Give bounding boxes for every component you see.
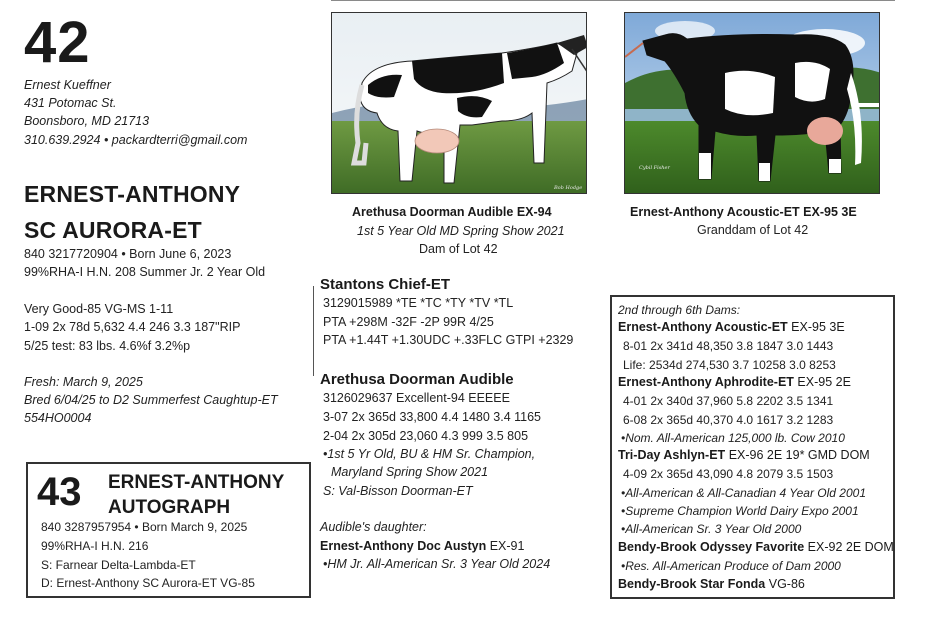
- lot43-reg-born: 840 3287957954 • Born March 9, 2025: [41, 520, 248, 534]
- dam-photo-caption-award: 1st 5 Year Old MD Spring Show 2021: [357, 224, 565, 238]
- dam3-line: [618, 376, 851, 389]
- dams-heading: 2nd through 6th Dams:: [618, 303, 741, 317]
- granddam-photo: [624, 12, 880, 194]
- dam4-award-1: •All-American & All-Canadian 4 Year Old 2001: [621, 486, 866, 500]
- dam3-record-1: 4-01 2x 340d 37,960 5.8 2202 3.5 1341: [623, 394, 834, 408]
- animal-name-line2: SC AURORA-ET: [24, 217, 202, 243]
- lot43-dam: D: Ernest-Anthony SC Aurora-ET VG-85: [41, 576, 255, 590]
- dam3-class: EX-95 2E: [797, 375, 851, 389]
- dam6-line: [618, 578, 805, 591]
- daughter-class: EX-91: [489, 539, 525, 553]
- animal-reg-born: 840 3217720904 • Born June 6, 2023: [24, 247, 232, 261]
- lot43-name-line2: AUTOGRAPH: [108, 497, 231, 518]
- granddam-photo-caption-name: Ernest-Anthony Acoustic-ET EX-95 3E: [630, 205, 857, 219]
- dam2-record: 8-01 2x 341d 48,350 3.8 1847 3.0 1443: [623, 339, 834, 353]
- animal-test: 5/25 test: 83 lbs. 4.6%f 3.2%p: [24, 339, 191, 353]
- dam4-record: 4-09 2x 365d 43,090 4.8 2079 3.5 1503: [623, 467, 834, 481]
- dam-photo-caption-name: Arethusa Doorman Audible EX-94: [352, 205, 552, 219]
- dam4-award-2: •Supreme Champion World Dairy Expo 2001: [621, 504, 859, 518]
- granddam-photo-caption-relation: Granddam of Lot 42: [697, 223, 809, 237]
- dam-photo-caption-relation: Dam of Lot 42: [419, 242, 498, 256]
- animal-record: 1-09 2x 78d 5,632 4.4 246 3.3 187"RIP: [24, 320, 241, 334]
- daughter-line: [320, 540, 524, 553]
- dam-record-2: 2-04 2x 305d 23,060 4.3 999 3.5 805: [323, 429, 529, 443]
- animal-rha-class: 99%RHA-I H.N. 208 Summer Jr. 2 Year Old: [24, 265, 266, 279]
- consignor-city: Boonsboro, MD 21713: [24, 114, 150, 128]
- dam5-class: EX-92 2E DOM: [807, 540, 894, 554]
- animal-bred-code: 554HO0004: [24, 411, 92, 425]
- dam2-line: [618, 321, 845, 334]
- dam2-lifetime: Life: 2534d 274,530 3.7 10258 3.0 8253: [623, 358, 836, 372]
- sire-name: Stantons Chief-ET: [320, 276, 450, 293]
- dam6-class: VG-86: [768, 577, 805, 591]
- lot43-sire: S: Farnear Delta-Lambda-ET: [41, 558, 196, 572]
- top-divider: [331, 0, 895, 1]
- consignor-street: 431 Potomac St.: [24, 96, 117, 110]
- consignor-contact: 310.639.2924 • packardterri@gmail.com: [24, 133, 248, 147]
- dam2-name: Ernest-Anthony Acoustic-ET: [618, 320, 788, 334]
- lot-number: 42: [24, 10, 91, 75]
- dam-name: Arethusa Doorman Audible: [320, 371, 514, 388]
- dam-photo-credit: Bob Hodge: [554, 185, 583, 191]
- consignor-name: Ernest Kueffner: [24, 78, 111, 92]
- lot43-name-line1: ERNEST-ANTHONY: [108, 472, 285, 493]
- animal-bred: Bred 6/04/25 to D2 Summerfest Caughtup-ET: [24, 393, 278, 407]
- dam-reg-class: 3126029637 Excellent-94 EEEEE: [323, 391, 510, 405]
- dam3-name: Ernest-Anthony Aphrodite-ET: [618, 375, 794, 389]
- dam-award-2: Maryland Spring Show 2021: [331, 465, 489, 479]
- dam-sire: S: Val-Bisson Doorman-ET: [323, 484, 473, 498]
- sire-divider: [313, 286, 314, 376]
- granddam-photo-illustration: [625, 13, 880, 194]
- dam-photo: [331, 12, 587, 194]
- dam3-award: •Nom. All-American 125,000 lb. Cow 2010: [621, 431, 845, 445]
- daughter-label: Audible's daughter:: [320, 520, 427, 534]
- dam-photo-illustration: [332, 13, 587, 194]
- dam4-line: [618, 449, 870, 462]
- granddam-photo-credit: Cybil Fisher: [639, 165, 670, 171]
- dam4-award-3: •All-American Sr. 3 Year Old 2000: [621, 522, 802, 536]
- sire-pta-1: PTA +298M -32F -2P 99R 4/25: [323, 315, 494, 329]
- animal-fresh: Fresh: March 9, 2025: [24, 375, 143, 389]
- dam-record-1: 3-07 2x 365d 33,800 4.4 1480 3.4 1165: [323, 410, 542, 424]
- sire-pta-2: PTA +1.44T +1.30UDC +.33FLC GTPI +2329: [323, 333, 574, 347]
- daughter-award: •HM Jr. All-American Sr. 3 Year Old 2024: [323, 557, 551, 571]
- dam6-name: Bendy-Brook Star Fonda: [618, 577, 766, 591]
- lot43-number: 43: [37, 470, 82, 514]
- daughter-name: Ernest-Anthony Doc Austyn: [320, 539, 487, 553]
- dam5-award: •Res. All-American Produce of Dam 2000: [621, 559, 841, 573]
- dam4-class: EX-96 2E 19* GMD DOM: [728, 448, 870, 462]
- sire-reg-traits: 3129015989 *TE *TC *TY *TV *TL: [323, 296, 514, 310]
- dam5-line: [618, 541, 894, 554]
- lot43-rha: 99%RHA-I H.N. 216: [41, 539, 149, 553]
- dam5-name: Bendy-Brook Odyssey Favorite: [618, 540, 805, 554]
- animal-classification: Very Good-85 VG-MS 1-11: [24, 302, 174, 316]
- dam3-record-2: 6-08 2x 365d 40,370 4.0 1617 3.2 1283: [623, 413, 834, 427]
- dam-award-1: •1st 5 Yr Old, BU & HM Sr. Champion,: [323, 447, 536, 461]
- dam4-name: Tri-Day Ashlyn-ET: [618, 448, 726, 462]
- animal-name-line1: ERNEST-ANTHONY: [24, 181, 241, 207]
- dam2-class: EX-95 3E: [791, 320, 845, 334]
